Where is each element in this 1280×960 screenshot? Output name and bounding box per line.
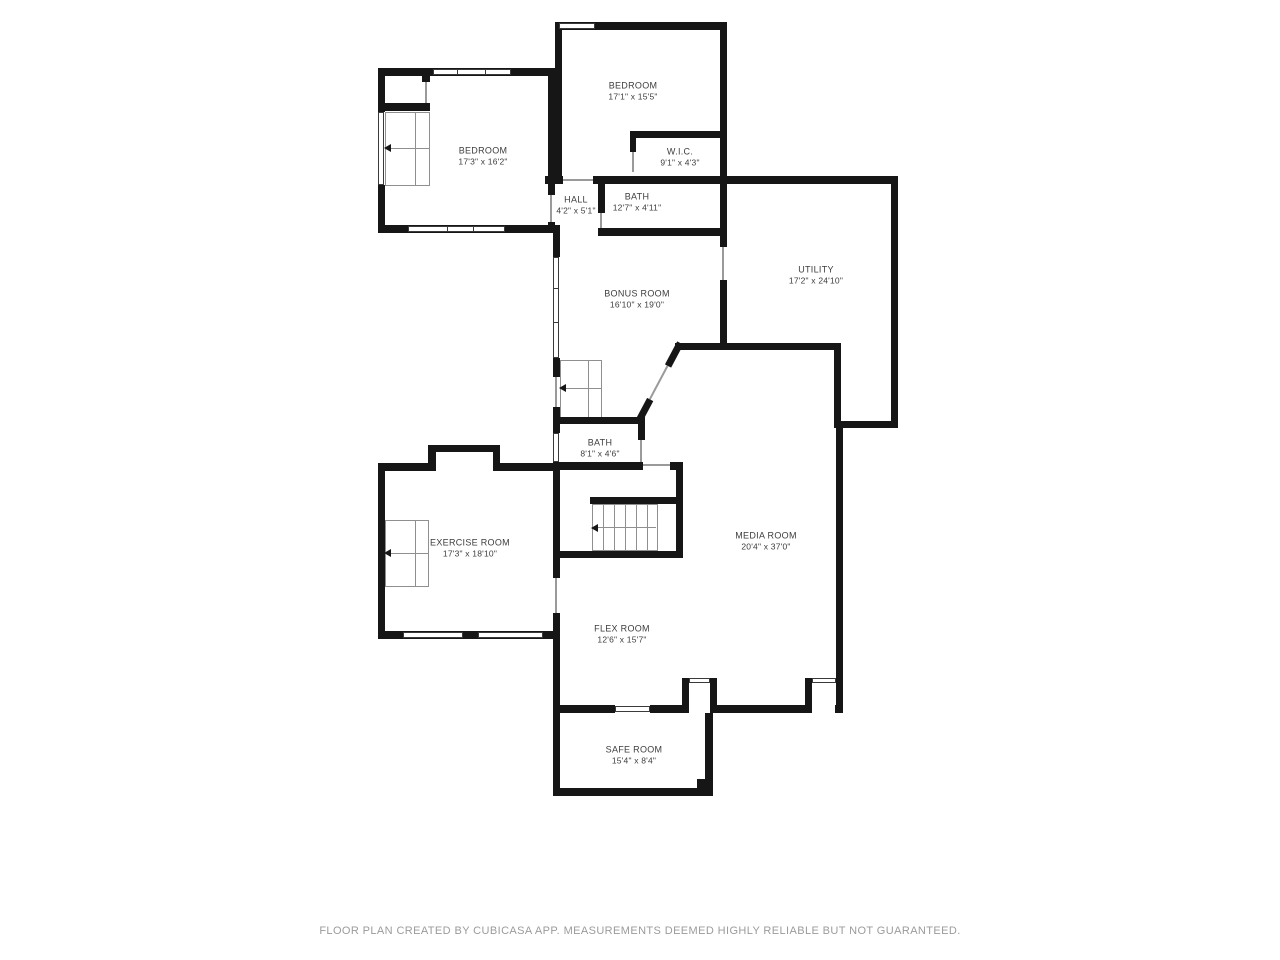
- sofa-icon: [588, 360, 589, 420]
- wall-segment: [682, 678, 689, 713]
- wall-segment: [555, 22, 562, 184]
- door-opening: [649, 365, 669, 399]
- wall-segment: [553, 358, 560, 377]
- wall-segment: [676, 462, 683, 558]
- room-label-safe-room: [606, 745, 663, 766]
- wall-segment: [548, 68, 555, 195]
- wall-segment: [630, 131, 636, 152]
- door-swing-arrow-icon: [559, 384, 566, 392]
- room-label-media-room: [735, 531, 797, 552]
- door-opening: [689, 678, 710, 683]
- bed-icon: [415, 112, 416, 186]
- wall-segment: [630, 131, 723, 138]
- door-opening: [555, 377, 557, 407]
- wall-segment: [717, 705, 805, 713]
- wall-segment: [553, 225, 560, 257]
- room-name: FLEX ROOM: [594, 623, 650, 634]
- wall-segment: [378, 463, 435, 471]
- bed-icon: [385, 148, 430, 149]
- wall-segment: [835, 705, 843, 713]
- wall-segment: [553, 462, 643, 470]
- wall-segment: [805, 678, 812, 713]
- window: [447, 226, 448, 232]
- window: [553, 433, 559, 462]
- wall-segment: [553, 613, 560, 795]
- room-name: BATH: [587, 437, 613, 448]
- room-label-bath-lower: [580, 438, 619, 459]
- room-name: UTILITY: [798, 264, 834, 275]
- wall-segment: [638, 417, 645, 440]
- room-label-bedroom-top: [608, 81, 657, 102]
- wall-segment: [650, 705, 682, 713]
- wall-segment: [553, 788, 713, 796]
- wall-segment: [720, 184, 727, 247]
- room-label-hall: [556, 195, 595, 216]
- door-opening: [550, 195, 552, 222]
- door-opening: [643, 464, 670, 466]
- room-name: W.I.C.: [666, 146, 694, 157]
- door-opening: [722, 247, 724, 280]
- room-dims: 17'3" x 16'2": [458, 156, 508, 167]
- wall-segment: [598, 184, 605, 213]
- wall-segment: [834, 350, 841, 421]
- room-name: SAFE ROOM: [605, 744, 663, 755]
- window: [485, 69, 486, 75]
- door-swing-arrow-icon: [384, 549, 391, 557]
- room-dims: 12'7" x 4'11": [612, 202, 662, 213]
- wall-segment: [428, 445, 500, 452]
- window: [473, 226, 474, 232]
- window: [457, 69, 458, 75]
- wall-segment: [665, 341, 683, 367]
- room-dims: 20'4" x 37'0": [741, 541, 791, 552]
- stair-direction-line: [596, 527, 656, 528]
- window: [478, 632, 543, 638]
- wall-segment: [720, 22, 727, 184]
- wall-segment: [553, 417, 638, 424]
- room-dims: 15'4" x 8'4": [611, 755, 657, 766]
- door-opening: [615, 706, 650, 712]
- door-opening: [563, 179, 593, 181]
- room-dims: 4'2" x 5'1": [556, 205, 596, 216]
- room-label-bath-upper: [613, 192, 662, 213]
- room-dims: 12'6" x 15'7": [597, 634, 647, 645]
- window: [559, 23, 595, 29]
- wall-segment: [553, 705, 615, 713]
- window: [553, 322, 559, 323]
- wall-segment: [836, 428, 843, 705]
- room-label-utility: [789, 265, 843, 286]
- wall-segment: [675, 343, 841, 350]
- wall-segment: [834, 421, 898, 428]
- sofa-icon: [560, 388, 602, 389]
- room-dims: 17'2" x 24'10": [788, 275, 844, 286]
- wall-segment: [590, 497, 677, 504]
- wall-segment: [553, 462, 560, 578]
- room-label-bonus-room: [604, 289, 670, 310]
- room-name: BEDROOM: [608, 80, 658, 91]
- room-label-exercise-room: [430, 538, 510, 559]
- wall-segment: [697, 779, 713, 795]
- door-opening: [632, 152, 634, 172]
- room-dims: 9'1" x 4'3": [660, 157, 700, 168]
- sofa-icon: [560, 360, 602, 420]
- wall-segment: [378, 103, 430, 111]
- room-name: MEDIA ROOM: [735, 530, 797, 541]
- door-opening: [812, 678, 836, 683]
- room-dims: 17'1" x 15'5": [608, 91, 658, 102]
- footer-disclaimer: FLOOR PLAN CREATED BY CUBICASA APP. MEASUREMENTS DEEMED HIGHLY RELIABLE BUT NOT GUARANTEED.: [319, 925, 961, 937]
- stair-arrow-icon: [591, 524, 598, 532]
- room-dims: 16'10" x 19'0": [609, 299, 665, 310]
- room-name: BATH: [624, 191, 650, 202]
- room-name: BONUS ROOM: [604, 288, 670, 299]
- room-dims: 17'3" x 18'10": [442, 548, 498, 559]
- wall-segment: [710, 678, 717, 713]
- room-name: BEDROOM: [458, 145, 508, 156]
- room-label-flex-room: [594, 624, 650, 645]
- wall-segment: [553, 551, 683, 558]
- window: [433, 69, 511, 75]
- door-opening: [640, 440, 642, 462]
- wall-segment: [635, 341, 683, 424]
- window: [553, 257, 559, 358]
- window: [403, 632, 463, 638]
- wall-segment: [493, 463, 560, 471]
- room-label-bedroom-left: [458, 146, 507, 167]
- door-opening: [555, 578, 557, 613]
- wall-segment: [593, 176, 898, 184]
- wall-segment: [598, 228, 727, 236]
- sofa-icon: [385, 553, 429, 554]
- door-opening: [600, 213, 602, 228]
- room-name: HALL: [564, 194, 588, 205]
- wall-segment: [891, 176, 898, 428]
- room-label-wic: [660, 147, 699, 168]
- room-name: EXERCISE ROOM: [430, 537, 510, 548]
- wall-segment: [422, 68, 430, 82]
- door-opening: [425, 82, 427, 103]
- window: [553, 288, 559, 289]
- bed-icon: [385, 112, 430, 186]
- room-dims: 8'1" x 4'6": [580, 448, 620, 459]
- wall-segment: [720, 280, 727, 345]
- door-swing-arrow-icon: [384, 144, 391, 152]
- window: [408, 226, 505, 232]
